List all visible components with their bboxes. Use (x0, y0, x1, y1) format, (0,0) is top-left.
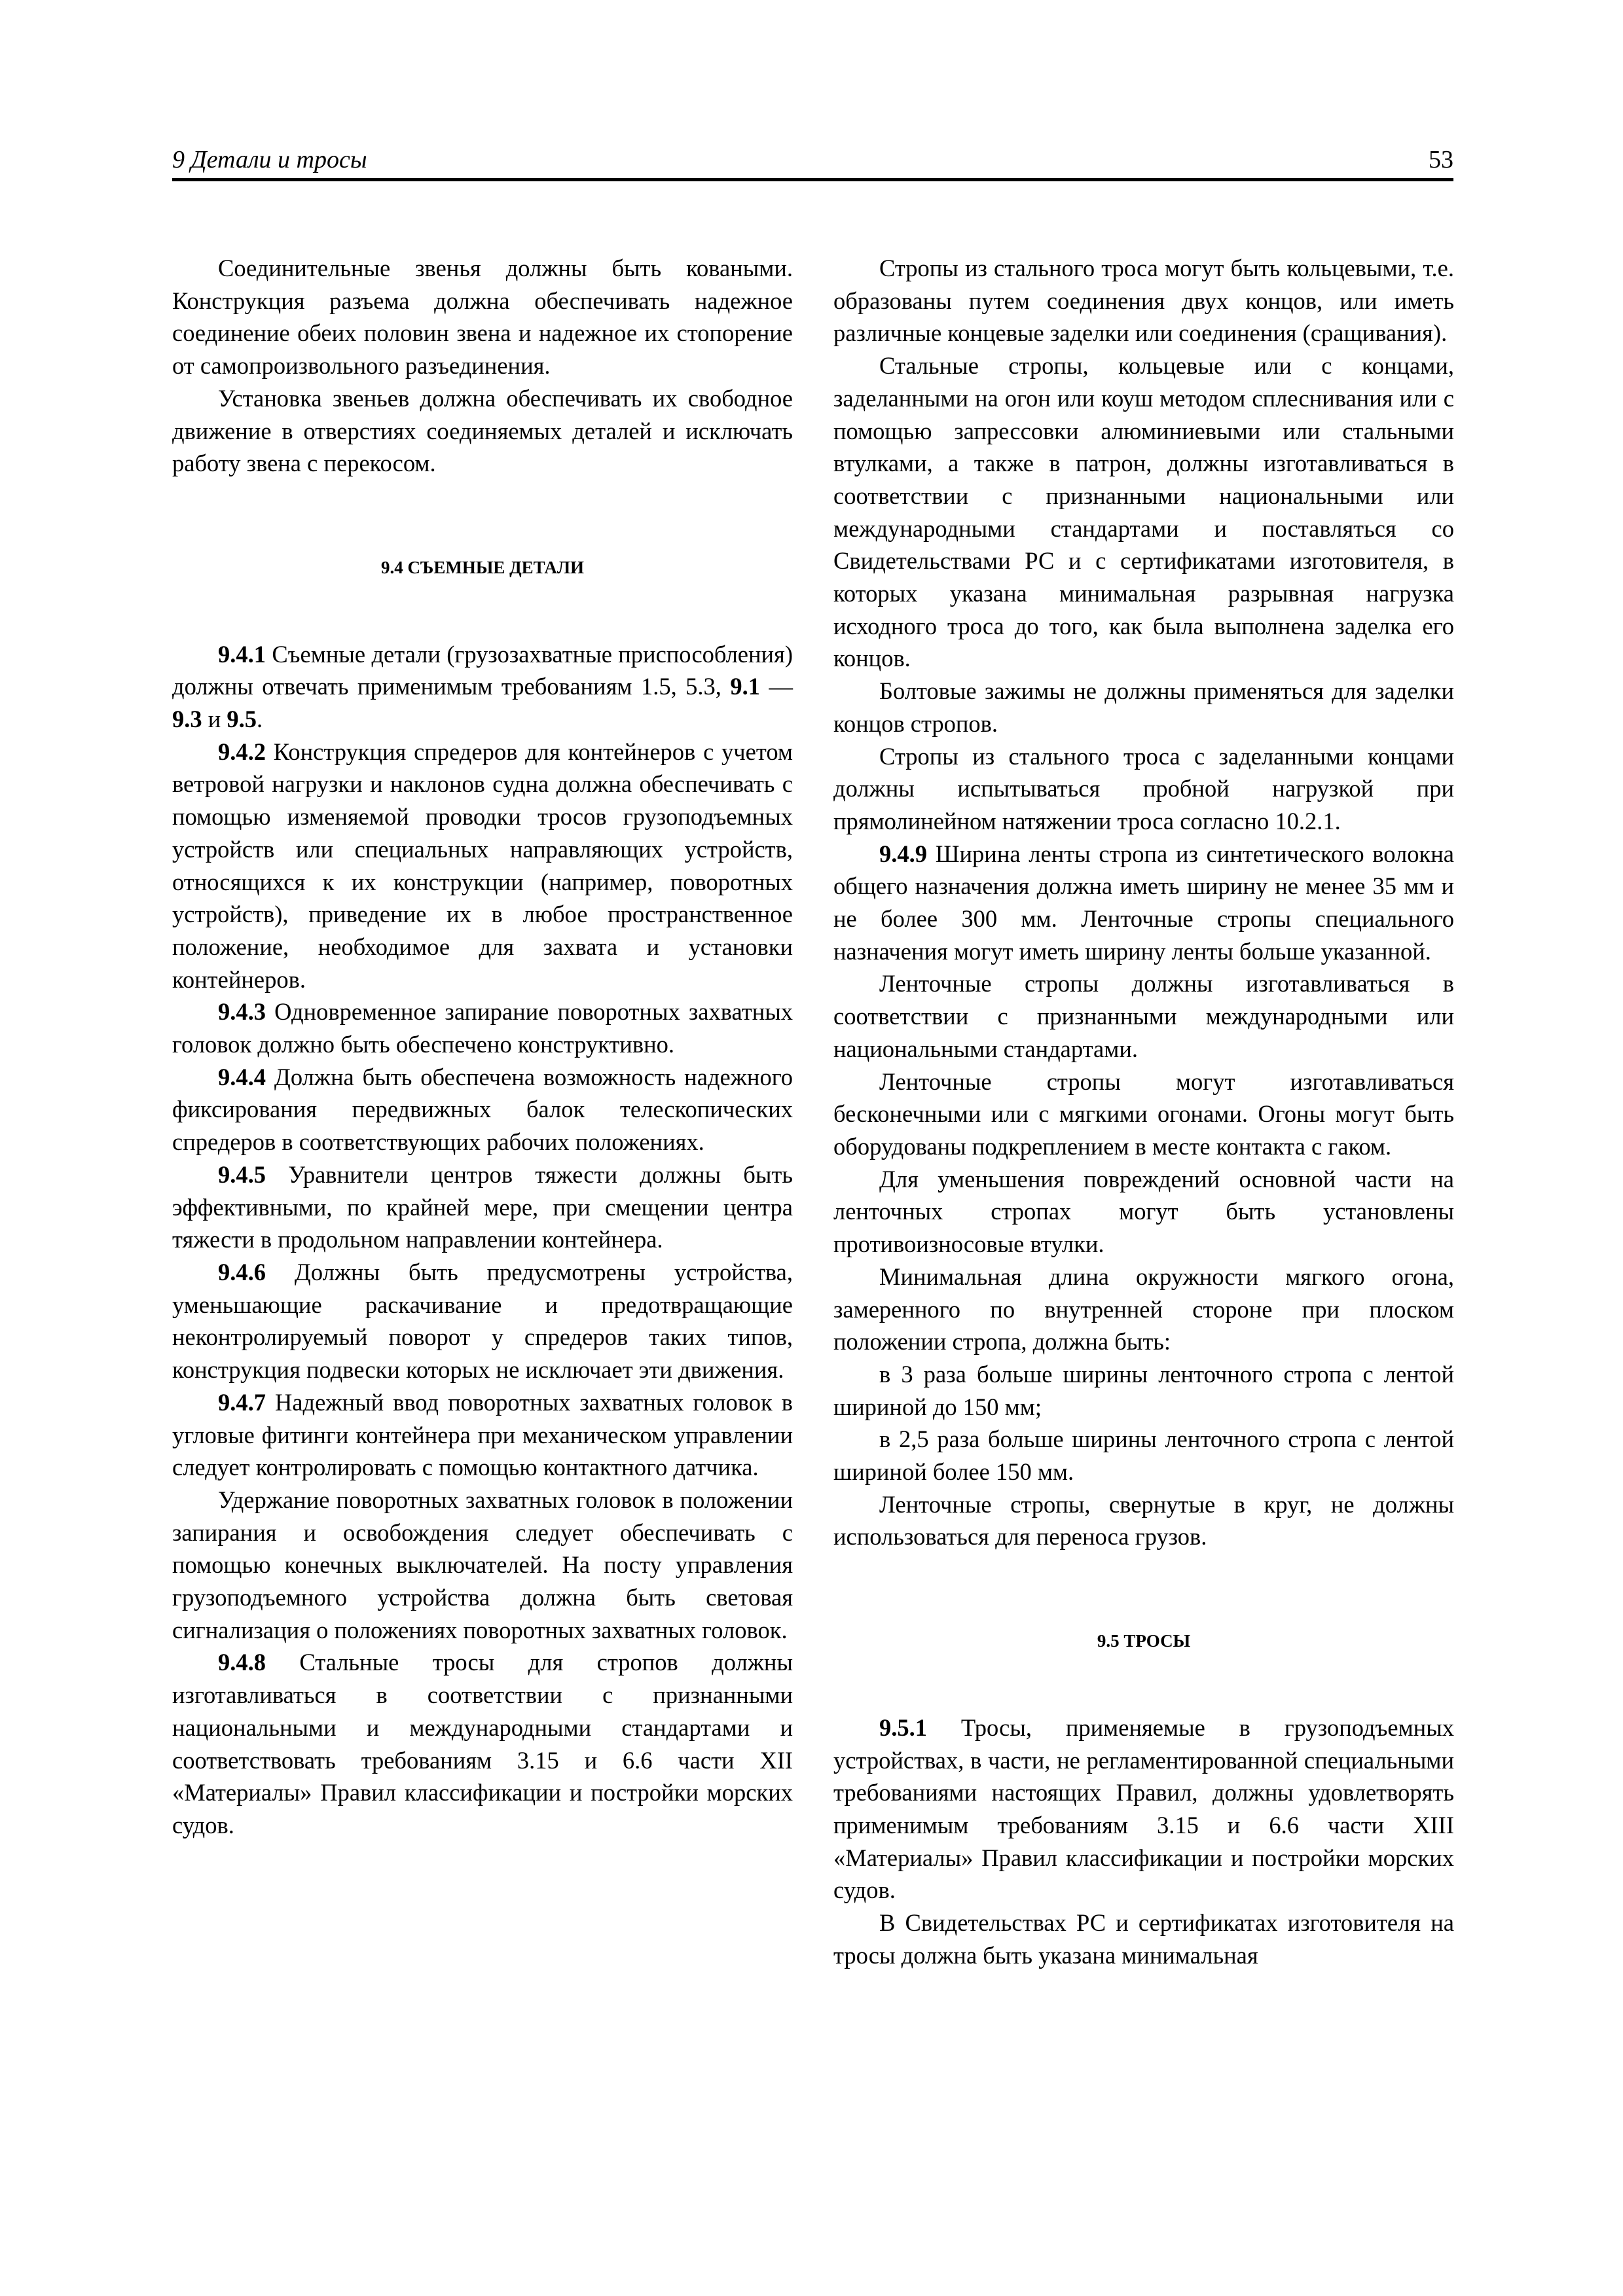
chapter-title: 9 Детали и тросы (172, 146, 367, 173)
section-heading-9-5: 9.5 ТРОСЫ (1097, 1631, 1191, 1651)
clause-number: 9.4.8 (218, 1649, 266, 1676)
clause-number: 9.4.9 (879, 840, 927, 867)
clause-number: 9.4.3 (218, 998, 266, 1026)
header-rule (172, 178, 1453, 181)
paragraph: Стальные стропы, кольцевые или с концами, заделанными на огон или коуш методом сплеснивания или с помощью запрессовки алюминиевыми или стальными втулками, а также в патрон, должны изготавливаться в соответствии с признанными национальными или международными стандартами и поставляться со Свидетельствами РС и с сертификатами изготовителя, в которых указана минимальная разрывная нагрузка исходного троса до того, как была выполнена заделка его концов. (833, 352, 1454, 672)
page-number: 53 (1429, 146, 1453, 173)
paragraph-9-4-9: 9.4.9 Ширина ленты стропа из синтетического волокна общего назначения должна иметь ширину не менее 35 мм и не более 300 мм. Ленточные стропы специального назначения могут иметь ширину ленты больше указанной. (833, 840, 1454, 965)
clause-number: 9.4.1 (218, 640, 266, 668)
clause-number: 9.4.6 (218, 1258, 266, 1285)
paragraph: в 3 раза больше ширины ленточного стропа с лентой шириной до 150 мм; (833, 1360, 1454, 1420)
paragraph: Минимальная длина окружности мягкого огона, замеренного по внутренней стороне при плоском положении стропа, должна быть: (833, 1263, 1454, 1355)
paragraph: в 2,5 раза больше ширины ленточного стропа с лентой шириной более 150 мм. (833, 1426, 1454, 1486)
paragraph-9-4-2: 9.4.2 Конструкция спредеров для контейнеров с учетом ветровой нагрузки и наклонов судна должна обеспечивать с помощью изменяемой проводки тросов грузоподъемных устройств или специальных направляющих устройств, относящихся к их конструкции (например, поворотных устройств), приведение их в любое пространственное положение, необходимое для захвата и установки контейнеров. (172, 738, 793, 993)
clause-number: 9.4.4 (218, 1063, 266, 1090)
paragraph: Для уменьшения повреждений основной части на ленточных стропах могут быть установлены противоизносовые втулки. (833, 1165, 1454, 1258)
clause-number: 9.4.5 (218, 1160, 266, 1188)
paragraph: Болтовые зажимы не должны применяться для заделки концов стропов. (833, 677, 1454, 737)
running-header (172, 145, 1453, 179)
paragraph: Ленточные стропы могут изготавливаться бесконечными или с мягкими огонами. Огоны могут быть оборудованы подкреплением в месте контакта с гаком. (833, 1067, 1454, 1160)
paragraph-9-4-5: 9.4.5 Уравнители центров тяжести должны быть эффективными, по крайней мере, при смещении центра тяжести в продольном направлении контейнера. (172, 1160, 793, 1253)
paragraph: Стропы из стального троса с заделанными концами должны испытываться пробной нагрузкой при прямолинейном натяжении троса согласно 10.2.1. (833, 742, 1454, 834)
paragraph-9-4-7: 9.4.7 Надежный ввод поворотных захватных головок в угловые фитинги контейнера при механическом управлении следует контролировать с помощью контактного датчика. (172, 1388, 793, 1481)
paragraph-9-4-3: 9.4.3 Одновременное запирание поворотных захватных головок должно быть обеспечено конструктивно. (172, 998, 793, 1058)
paragraph-9-5-1: 9.5.1 Тросы, применяемые в грузоподъемных устройствах, в части, не регламентированной специальными требованиями настоящих Правил, должны удовлетворять применимым требованиям 3.15 и 6.6 части XIII «Материалы» Правил классификации и постройки морских судов. (833, 1713, 1454, 1904)
paragraph: Удержание поворотных захватных головок в положении запирания и освобождения следует обеспечивать с помощью конечных выключателей. На посту управления грузоподъемного устройства должна быть световая сигнализация о положениях поворотных захватных головок. (172, 1486, 793, 1643)
paragraph-9-4-1: 9.4.1 Съемные детали (грузозахватные приспособления) должны отвечать применимым требованиям 1.5, 5.3, 9.1 — 9.3 и 9.5. (172, 640, 793, 733)
paragraph: Стропы из стального троса могут быть кольцевыми, т.е. образованы путем соединения двух концов, или иметь различные концевые заделки или соединения (сращивания). (833, 255, 1454, 347)
paragraph: В Свидетельствах РС и сертификатах изготовителя на тросы должна быть указана минимальная (833, 1909, 1454, 1969)
paragraph: Соединительные звенья должны быть коваными. Конструкция разъема должна обеспечивать надежное соединение обеих половин звена и надежное их стопорение от самопроизвольного разъединения. (172, 255, 793, 380)
clause-number: 9.4.2 (218, 738, 266, 765)
paragraph: Установка звеньев должна обеспечивать их свободное движение в отверстиях соединяемых деталей и исключать работу звена с перекосом. (172, 384, 793, 477)
section-heading-9-4: 9.4 СЪЕМНЫЕ ДЕТАЛИ (381, 557, 584, 577)
left-column (172, 252, 793, 1842)
clause-number: 9.5.1 (879, 1713, 927, 1741)
paragraph-9-4-4: 9.4.4 Должна быть обеспечена возможность надежного фиксирования передвижных балок телескопических спредеров в соответствующих рабочих положениях. (172, 1063, 793, 1156)
paragraph-9-4-6: 9.4.6 Должны быть предусмотрены устройства, уменьшающие раскачивание и предотвращающие неконтролируемый поворот у спредеров таких типов, конструкция подвески которых не исключает эти движения. (172, 1258, 793, 1384)
paragraph: Ленточные стропы должны изготавливаться в соответствии с признанными международными или национальными стандартами. (833, 970, 1454, 1062)
paragraph: Ленточные стропы, свернутые в круг, не должны использоваться для переноса грузов. (833, 1490, 1454, 1551)
clause-number: 9.4.7 (218, 1388, 266, 1416)
right-column (833, 252, 1454, 1971)
paragraph-9-4-8: 9.4.8 Стальные тросы для стропов должны изготавливаться в соответствии с признанными национальными и международными стандартами и соответствовать требованиям 3.15 и 6.6 части XII «Материалы» Правил классификации и постройки морских судов. (172, 1649, 793, 1839)
